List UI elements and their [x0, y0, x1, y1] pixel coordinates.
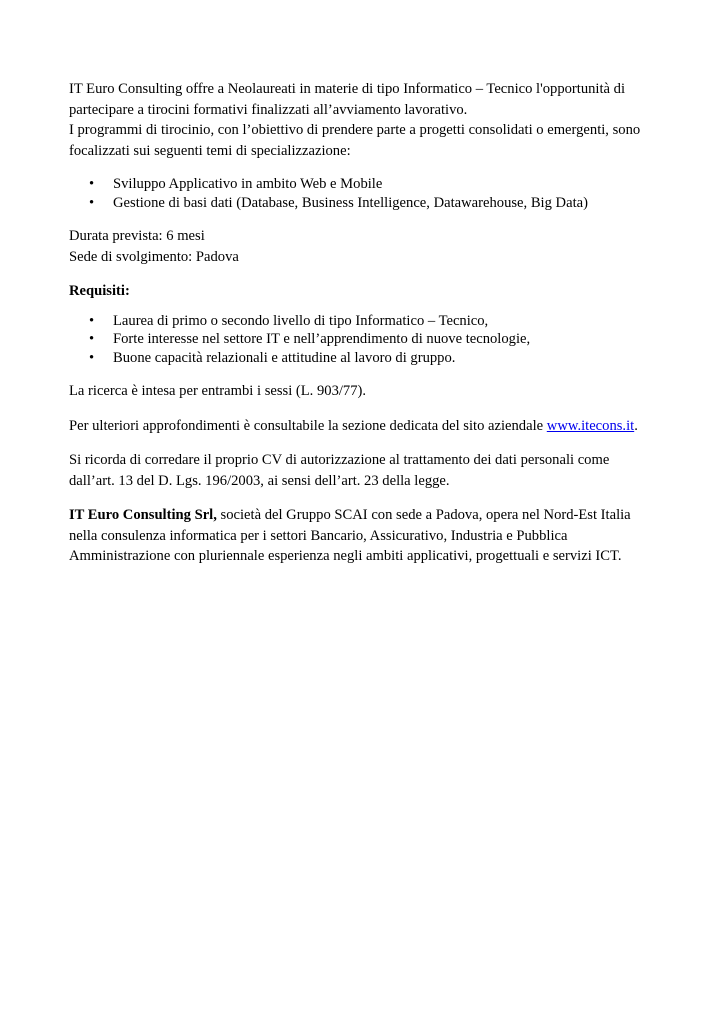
bullet-icon: •	[89, 176, 95, 192]
document-body	[69, 79, 669, 567]
requirements-list	[69, 312, 669, 368]
requirement-text: Laurea di primo o secondo livello di tipo Informatico – Tecnico,	[113, 312, 489, 329]
bullet-icon: •	[89, 312, 95, 329]
bullet-icon: •	[89, 349, 95, 366]
list-item	[69, 194, 669, 213]
intro-line-2: partecipare a tirocini formativi finalizzati all’avviamento lavorativo.	[69, 101, 468, 118]
list-item	[69, 312, 669, 331]
company-name: IT Euro Consulting Srl,	[69, 507, 217, 523]
intro-line-4: focalizzati sui seguenti temi di specializzazione:	[69, 142, 351, 159]
gender-note: La ricerca è intesa per entrambi i sessi (L. 903/77).	[69, 383, 367, 399]
specialization-list	[69, 175, 669, 212]
more-info-suffix: .	[634, 417, 638, 434]
requirement-text: Buone capacità relazionali e attitudine al lavoro di gruppo.	[113, 349, 456, 366]
intro-line-1: IT Euro Consulting offre a Neolaureati in materie di tipo Informatico – Tecnico l'opportunità di	[69, 81, 626, 97]
specialization-text: Gestione di basi dati (Database, Business Intelligence, Datawarehouse, Big Data)	[113, 194, 588, 211]
requirements-heading: Requisiti:	[69, 283, 130, 299]
requirement-text: Forte interesse nel settore IT e nell’apprendimento di nuove tecnologie,	[113, 331, 531, 347]
duration-text: Durata prevista: 6 mesi	[69, 228, 205, 244]
privacy-line-1: Si ricorda di corredare il proprio CV di autorizzazione al trattamento dei dati personali come	[69, 452, 610, 468]
privacy-line-2: dall’art. 13 del D. Lgs. 196/2003, ai sensi dell’art. 23 della legge.	[69, 472, 450, 489]
company-line-1: società del Gruppo SCAI con sede a Padova, opera nel Nord-Est Italia	[216, 507, 631, 523]
privacy-paragraph	[69, 450, 669, 491]
company-paragraph	[69, 505, 669, 567]
list-item	[69, 175, 669, 194]
bullet-icon: •	[89, 331, 95, 347]
more-info-text: Per ulteriori approfondimenti è consultabile la sezione dedicata del sito aziendale	[69, 417, 547, 434]
specialization-text: Sviluppo Applicativo in ambito Web e Mobile	[113, 176, 383, 192]
company-line-2: nella consulenza informatica per i settori Bancario, Assicurativo, Industria e Pubblica	[69, 527, 568, 544]
website-link[interactable]: www.itecons.it	[546, 417, 635, 434]
intro-line-3: I programmi di tirocinio, con l’obiettivo di prendere parte a progetti consolidati o emergenti, sono	[69, 122, 641, 138]
list-item	[69, 349, 669, 368]
details-paragraph	[69, 226, 669, 267]
location-text: Sede di svolgimento: Padova	[69, 248, 239, 265]
company-line-3: Amministrazione con pluriennale esperienza negli ambiti applicativi, progettuali e servizi ICT.	[69, 548, 622, 564]
intro-paragraph	[69, 79, 669, 161]
list-item	[69, 330, 669, 349]
bullet-icon: •	[89, 194, 95, 211]
more-info-paragraph	[69, 416, 669, 437]
